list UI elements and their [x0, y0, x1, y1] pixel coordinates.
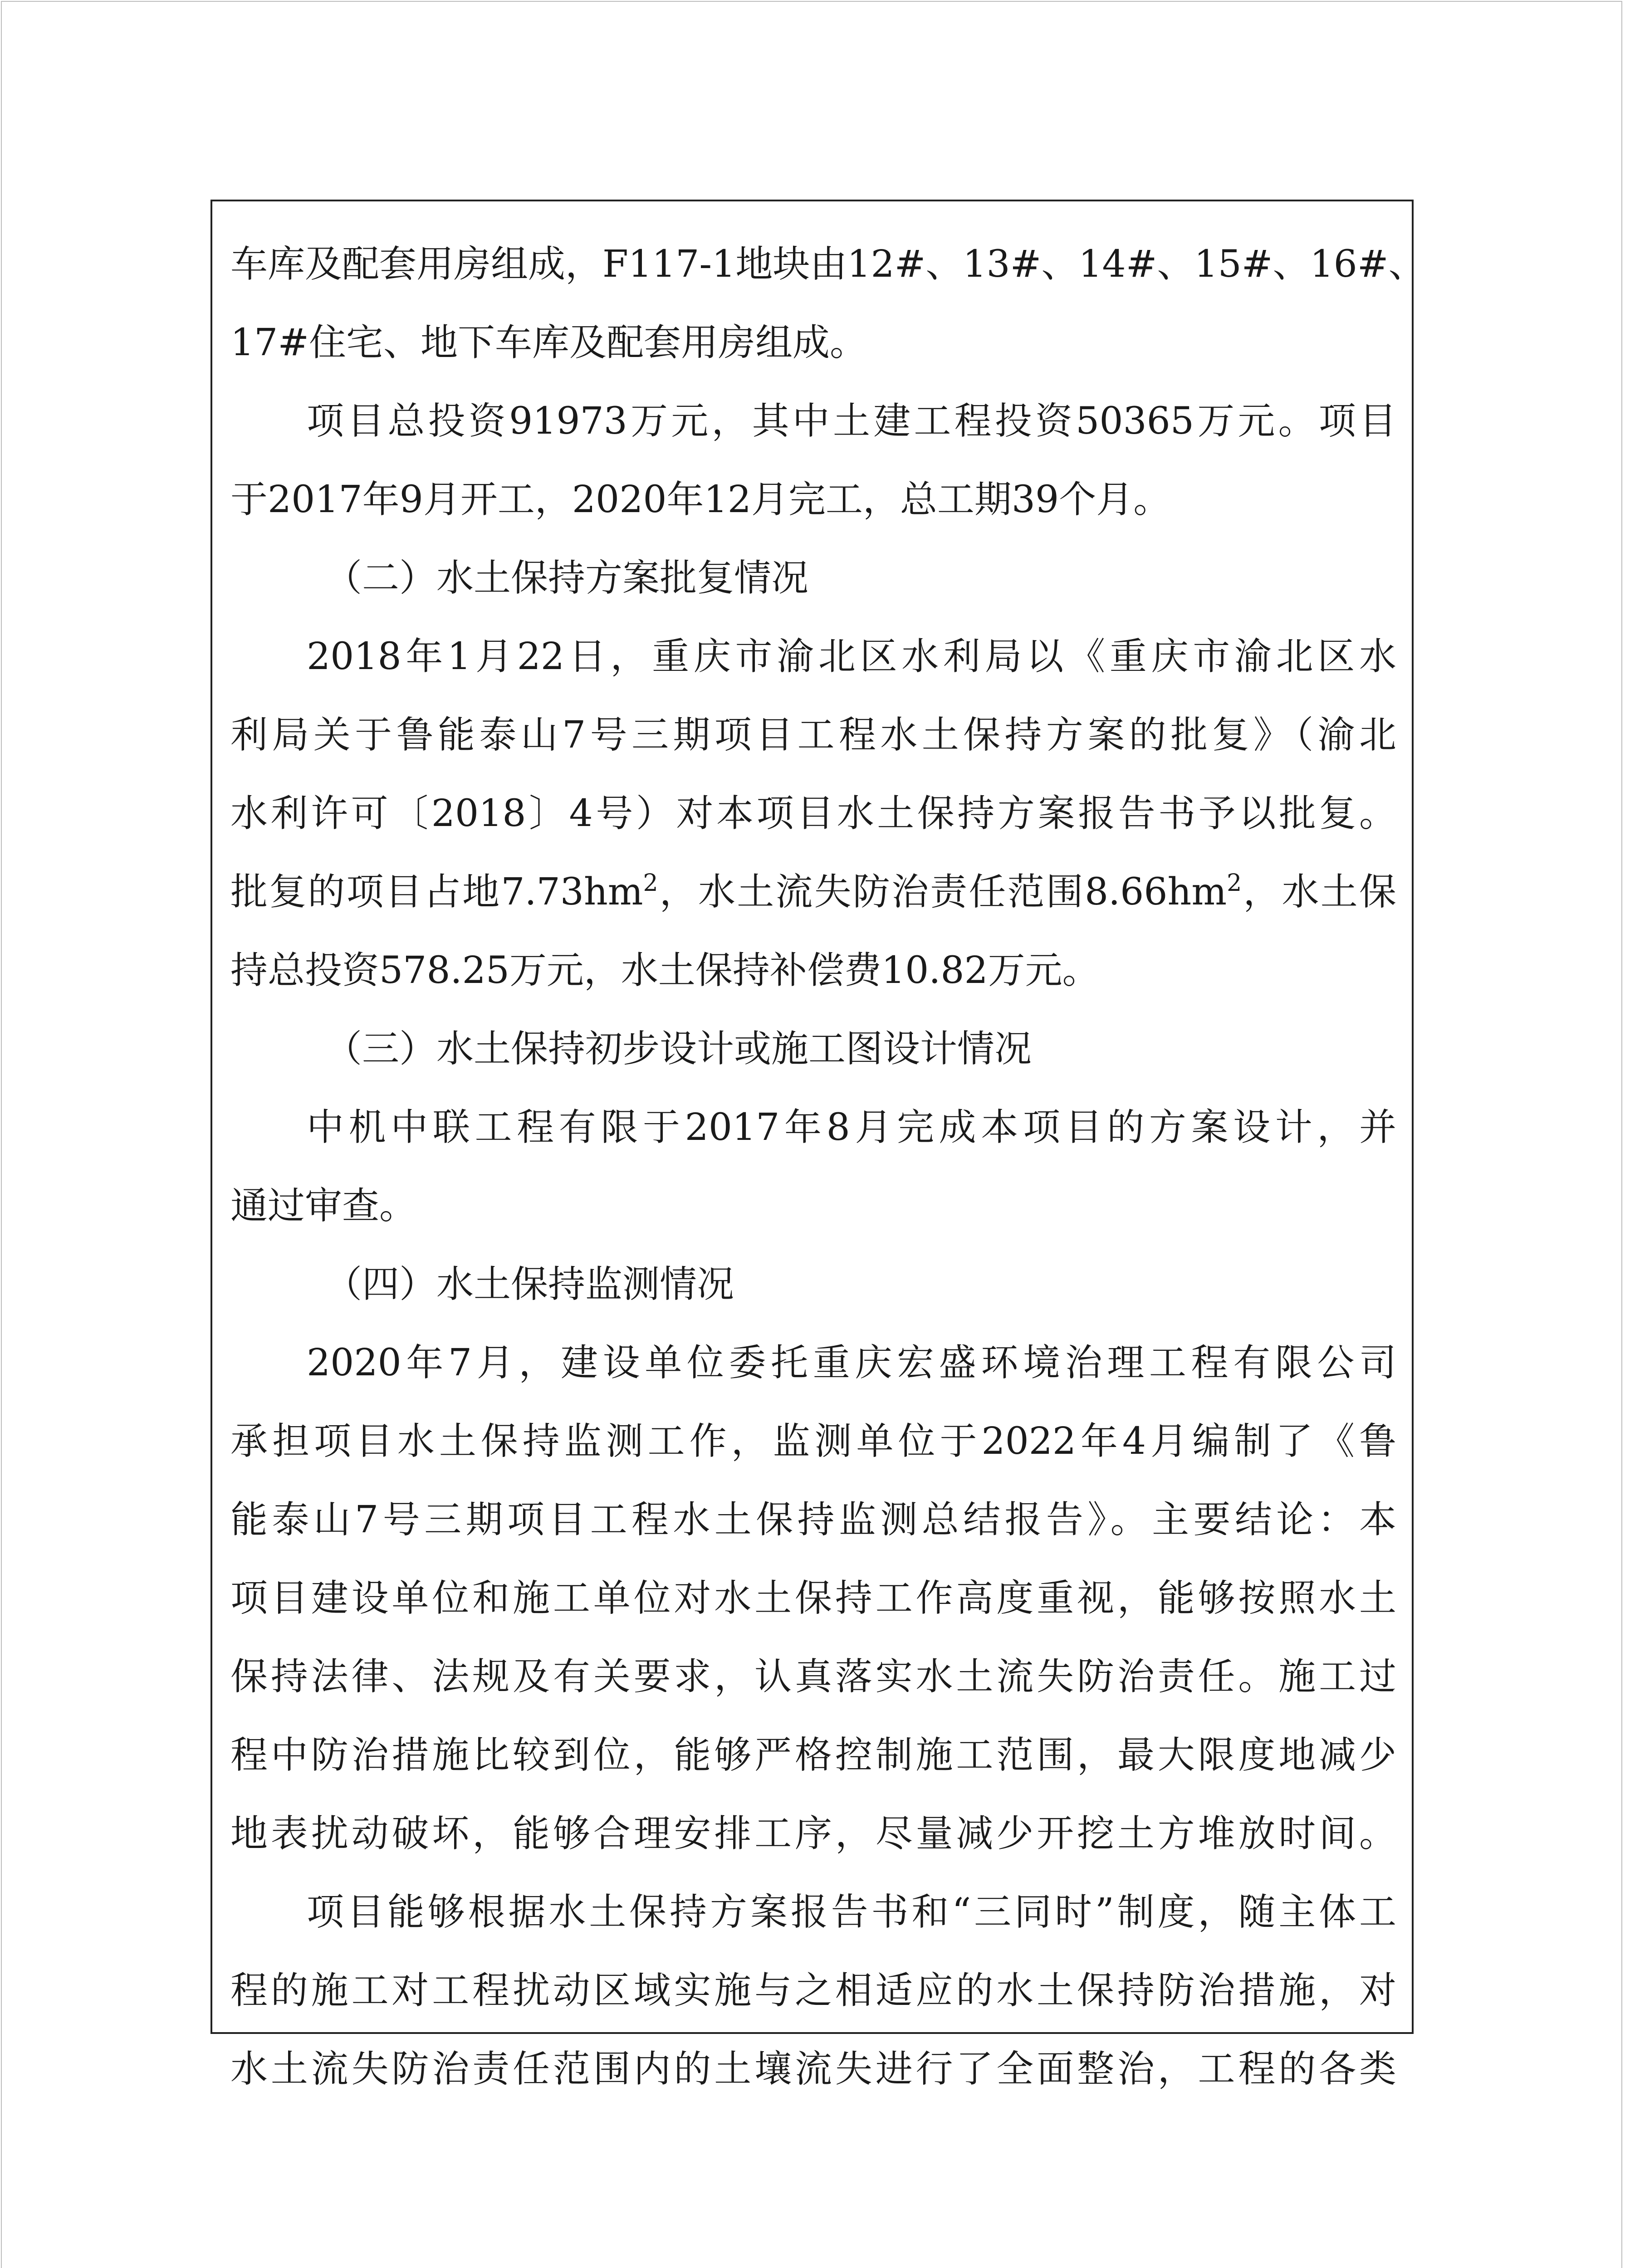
paragraph-line: 水利许可〔2018〕4号）对本项目水土保持方案报告书予以批复。 — [230, 792, 1396, 835]
paragraph-line: 项目能够根据水土保持方案报告书和“三同时”制度，随主体工 — [307, 1891, 1396, 1934]
paragraph-line: 17#住宅、地下车库及配套用房组成。 — [230, 321, 867, 364]
paragraph-line: 于2017年9月开工，2020年12月完工，总工期39个月。 — [230, 478, 1171, 521]
superscript: 2 — [1227, 870, 1242, 897]
paragraph-line — [230, 853, 1396, 931]
paragraph-line: 通过审查。 — [230, 1184, 417, 1227]
paragraph-line: 持总投资578.25万元，水土保持补偿费10.82万元。 — [230, 949, 1100, 992]
paragraph-line: 项目总投资91973万元，其中土建工程投资50365万元。项目 — [307, 400, 1396, 443]
paragraph-line: 中机中联工程有限于2017年8月完成本项目的方案设计，并 — [307, 1106, 1396, 1149]
paragraph-line: 2020年7月，建设单位委托重庆宏盛环境治理工程有限公司 — [307, 1341, 1396, 1384]
paragraph-line: 项目建设单位和施工单位对水土保持工作高度重视，能够按照水土 — [230, 1577, 1396, 1620]
document-body — [230, 225, 1426, 2108]
line-segment: 批复的项目占地7.73hm — [230, 870, 643, 914]
paragraph-line: 水土流失防治责任范围内的土壤流失进行了全面整治，工程的各类 — [230, 2048, 1396, 2091]
paragraph-line: 能泰山7号三期项目工程水土保持监测总结报告》。主要结论：本 — [230, 1498, 1396, 1541]
paragraph-line: 利局关于鲁能泰山7号三期项目工程水土保持方案的批复》（渝北 — [230, 714, 1396, 757]
paragraph-line: 车库及配套用房组成，F117-1地块由12#、13#、14#、15#、16#、 — [230, 243, 1426, 286]
paragraph-line: 承担项目水土保持监测工作，监测单位于2022年4月编制了《鲁 — [230, 1420, 1396, 1463]
paragraph-line: 地表扰动破坏，能够合理安排工序，尽量减少开挖土方堆放时间。 — [230, 1812, 1396, 1855]
superscript: 2 — [643, 870, 658, 897]
section-heading: （四）水土保持监测情况 — [325, 1263, 734, 1306]
line-segment: ，水土流失防治责任范围8.66hm — [658, 870, 1227, 914]
document-frame — [210, 200, 1426, 2091]
line-segment: ，水土保 — [1242, 870, 1396, 914]
paragraph-line: 程的施工对工程扰动区域实施与之相适应的水土保持防治措施，对 — [230, 1969, 1396, 2012]
paragraph-line: 保持法律、法规及有关要求，认真落实水土流失防治责任。施工过 — [230, 1655, 1396, 1698]
section-heading: （三）水土保持初步设计或施工图设计情况 — [325, 1027, 1032, 1070]
section-heading: （二）水土保持方案批复情况 — [325, 557, 809, 600]
paragraph-line: 程中防治措施比较到位，能够严格控制施工范围，最大限度地减少 — [230, 1734, 1396, 1777]
paragraph-line: 2018年1月22日，重庆市渝北区水利局以《重庆市渝北区水 — [307, 635, 1396, 678]
